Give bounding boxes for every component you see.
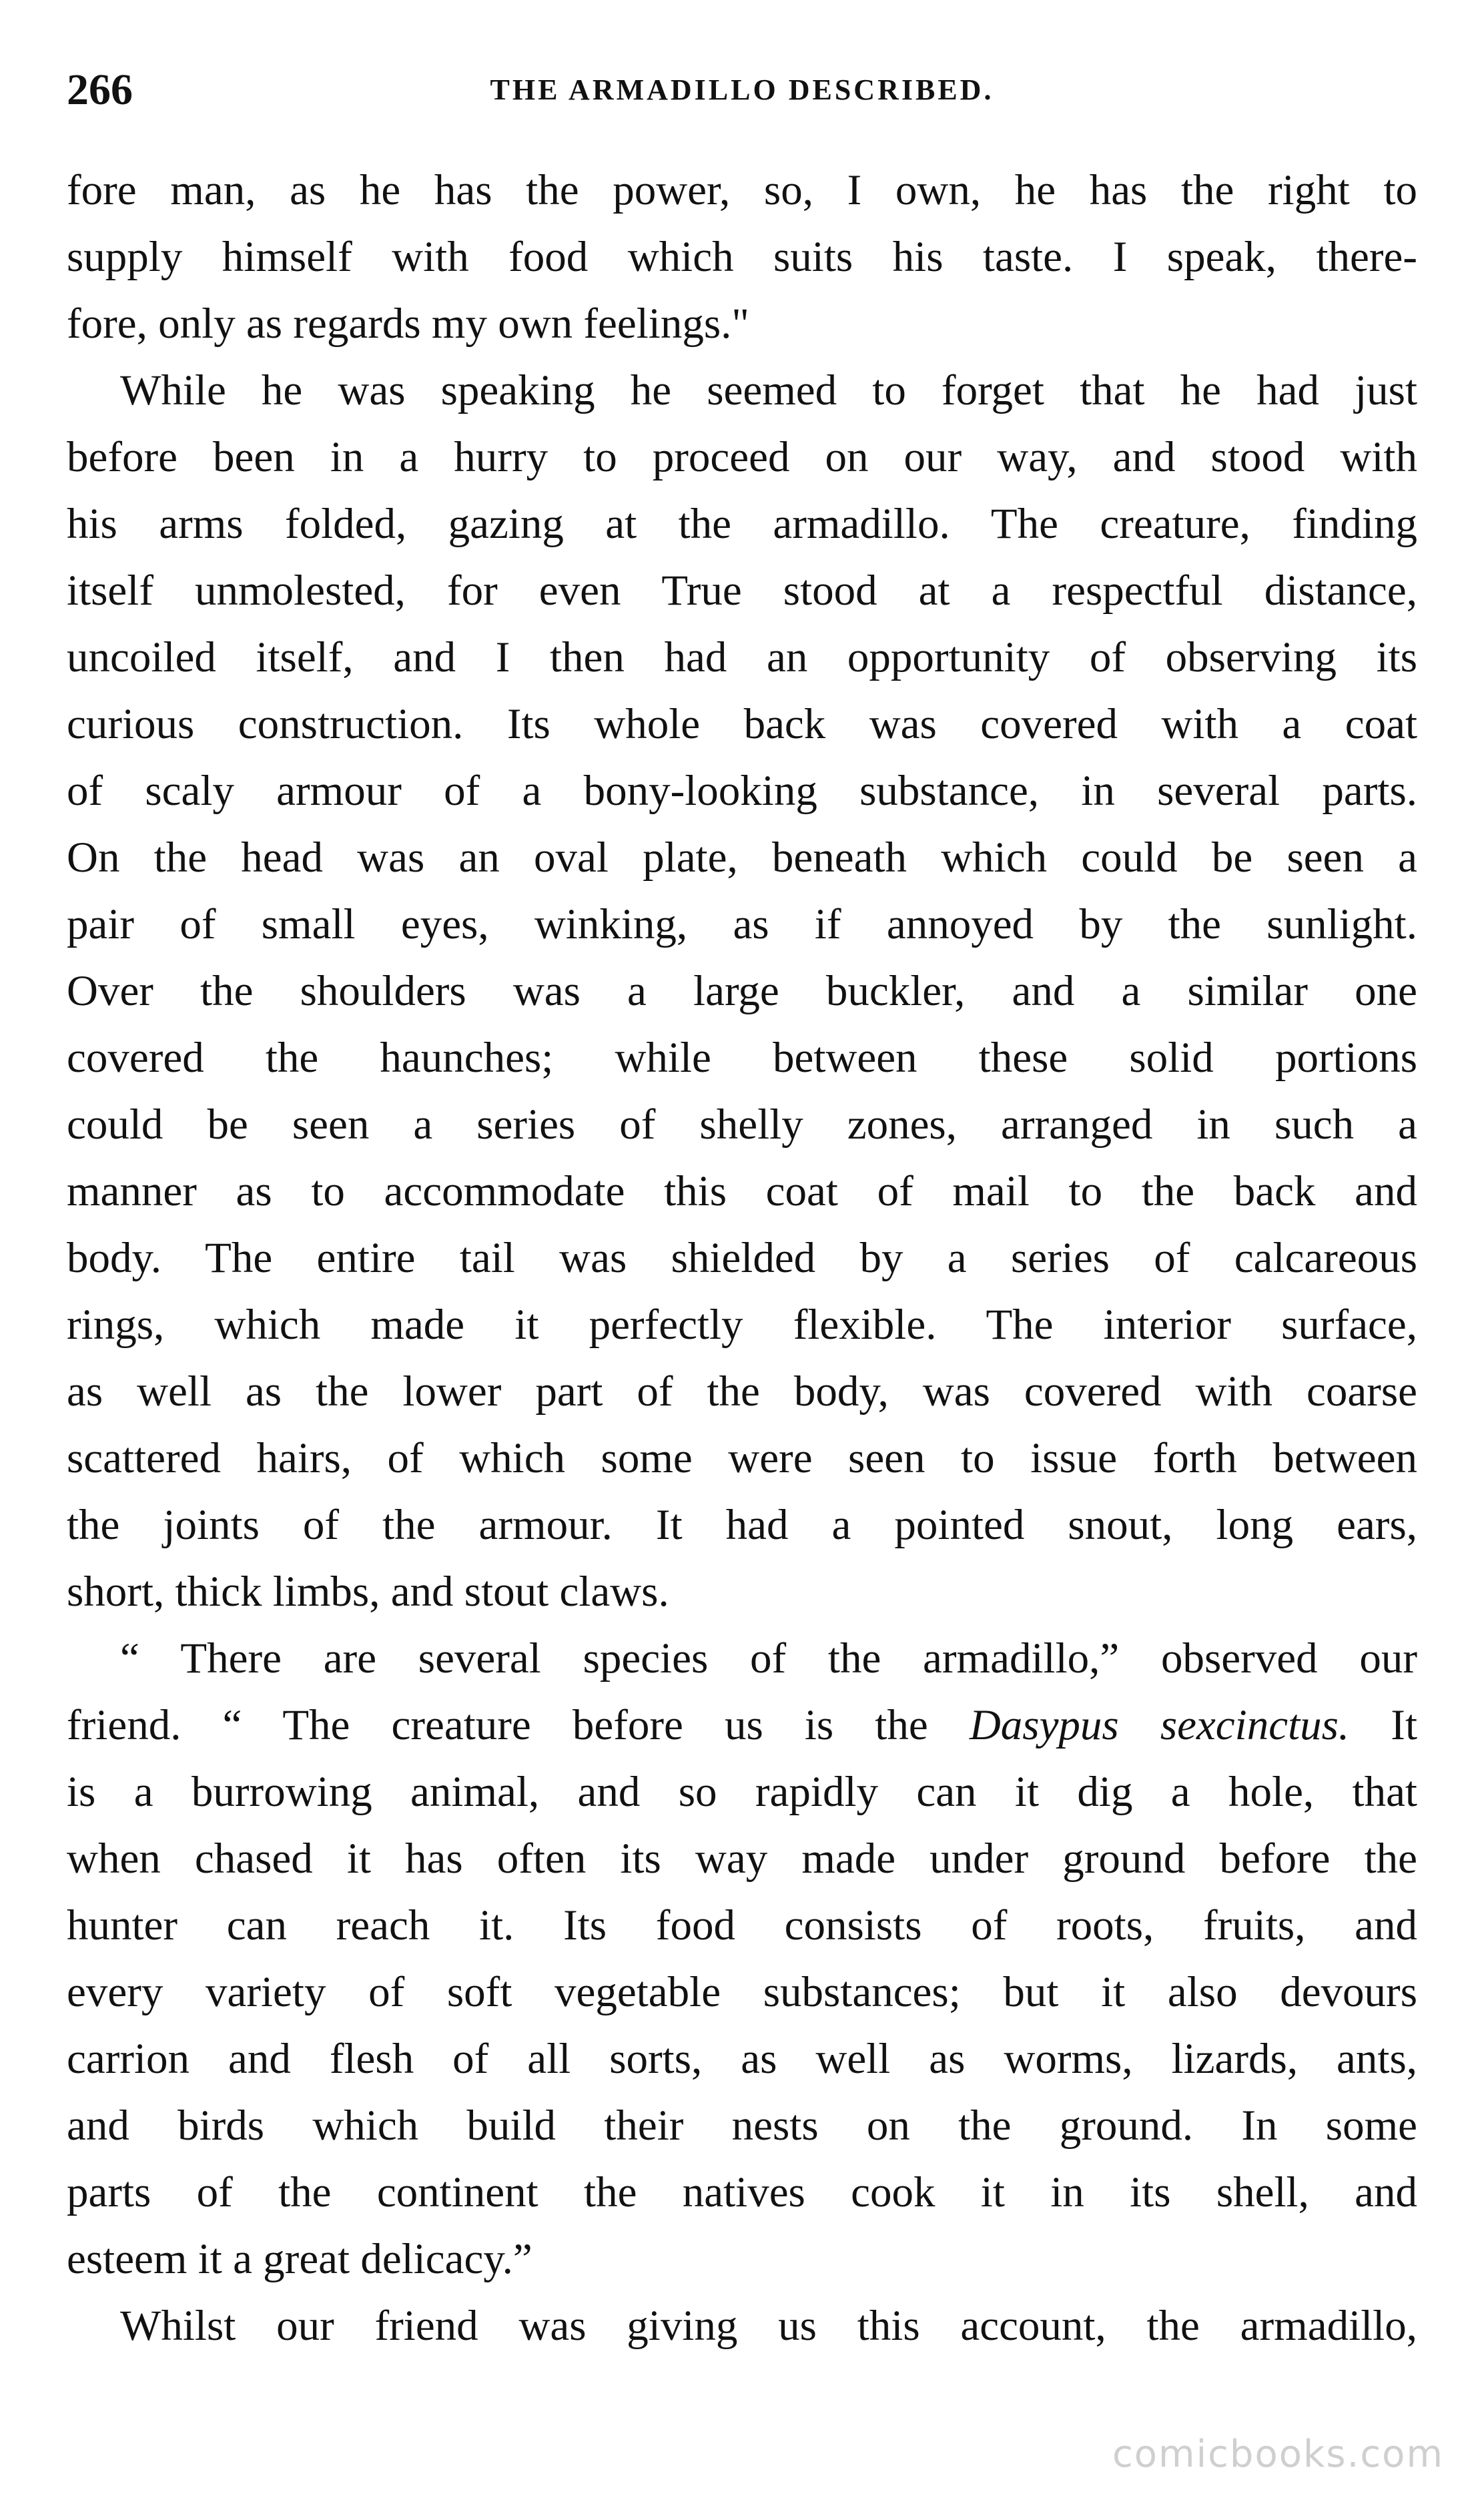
text-line: pair of small eyes, winking, as if annoyed by the sunlight.: [67, 900, 1417, 948]
running-head: THE ARMADILLO DESCRIBED.: [490, 73, 994, 106]
text-line: rings, which made it perfectly flexible. The interior surface,: [67, 1301, 1417, 1349]
text-line: every variety of soft vegetable substances; but it also devours: [67, 1968, 1417, 2016]
text-line: manner as to accommodate this coat of mail to the back and: [67, 1167, 1417, 1215]
paragraph-start-line: Whilst our friend was giving us this account, the armadillo,: [120, 2302, 1417, 2350]
text-line: carrion and flesh of all sorts, as well as worms, lizards, ants,: [67, 2035, 1417, 2083]
line-text: It: [1349, 1701, 1417, 1749]
text-line: parts of the continent the natives cook it in its shell, and: [67, 2168, 1417, 2216]
text-line: could be seen a series of shelly zones, arranged in such a: [67, 1101, 1417, 1149]
text-line: hunter can reach it. Its food consists of roots, fruits, and: [67, 1901, 1417, 1949]
text-line: short, thick limbs, and stout claws.: [67, 1568, 669, 1616]
text-line: uncoiled itself, and I then had an opportunity of observing its: [67, 633, 1417, 681]
text-line: fore man, as he has the power, so, I own, he has the right to: [67, 166, 1417, 214]
text-line: as well as the lower part of the body, was covered with coarse: [67, 1367, 1417, 1416]
text-line: On the head was an oval plate, beneath which could be seen a: [67, 834, 1417, 882]
watermark: comicbooks.com: [1112, 2433, 1444, 2476]
text-line: before been in a hurry to proceed on our way, and stood with: [67, 433, 1417, 481]
text-line: body. The entire tail was shielded by a series of calcareous: [67, 1234, 1417, 1282]
body-text: [67, 157, 1417, 2359]
text-line: Over the shoulders was a large buckler, and a similar one: [67, 967, 1417, 1015]
page-header: [67, 60, 1417, 120]
text-line: and birds which build their nests on the ground. In some: [67, 2102, 1417, 2150]
text-line: of scaly armour of a bony-looking substance, in several parts.: [67, 767, 1417, 815]
text-line: his arms folded, gazing at the armadillo. The creature, finding: [67, 500, 1417, 548]
species-name: Dasypus sexcinctus.: [969, 1701, 1350, 1749]
text-line: is a burrowing animal, and so rapidly can it dig a hole, that: [67, 1768, 1417, 1816]
paragraph-start-line: While he was speaking he seemed to forget that he had just: [120, 366, 1417, 414]
line-text: friend. “ The creature before us is the: [67, 1701, 970, 1749]
text-line: fore, only as regards my own feelings.": [67, 300, 749, 348]
text-line: [67, 1692, 1417, 1759]
text-line: the joints of the armour. It had a pointed snout, long ears,: [67, 1501, 1417, 1549]
text-line: esteem it a great delicacy.”: [67, 2235, 532, 2283]
text-line: when chased it has often its way made under ground before the: [67, 1835, 1417, 1883]
text-line: itself unmolested, for even True stood at a respectful distance,: [67, 567, 1417, 615]
text-line: covered the haunches; while between these solid portions: [67, 1034, 1417, 1082]
paragraph-start-line: “ There are several species of the armadillo,” observed our: [120, 1634, 1417, 1682]
text-line: curious construction. Its whole back was covered with a coat: [67, 700, 1417, 748]
text-line: supply himself with food which suits his taste. I speak, there-: [67, 233, 1417, 281]
text-line: scattered hairs, of which some were seen to issue forth between: [67, 1434, 1417, 1482]
page-number: 266: [67, 65, 133, 114]
